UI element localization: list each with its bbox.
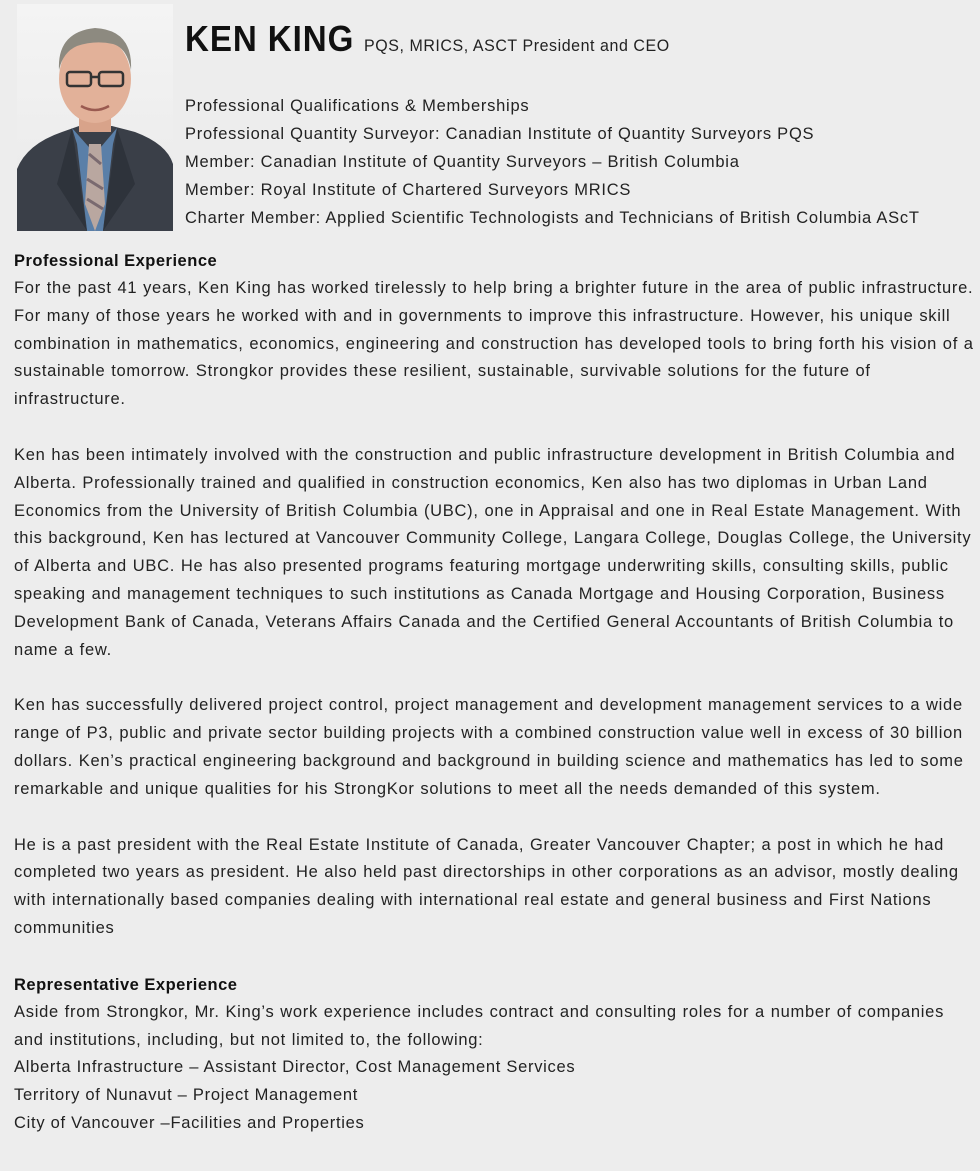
qualifications-heading: Professional Qualifications & Memberships bbox=[185, 97, 530, 115]
representative-item: Alberta Infrastructure – Assistant Director, Cost Management Services bbox=[14, 1058, 576, 1077]
experience-paragraph: Ken has been intimately involved with the construction and public infrastructure development in British Columbia and Alberta. Professionally trained and qualified in construction economics, Ken also has two diplomas in Urban Land Economics from the University of British Columbia (UBC), one in Appraisal and one in Real Estate Management. With this background, Ken has lectured at Vancouver Community College, Langara College, Douglas College, the University of Alberta and UBC. He has also presented programs featuring mortgage underwriting skills, consulting skills, public speaking and management techniques to such institutions as Canada Mortgage and Housing Corporation, Business Development Bank of Canada, Veterans Affairs Canada and the Certified General Accountants of British Columbia to name a few. bbox=[14, 445, 972, 659]
experience-paragraph: For the past 41 years, Ken King has worked tirelessly to help bring a brighter future in the area of public infrastructure. For many of those years he worked with and in governments to improve this infrastructure. However, his unique skill combination in mathematics, economics, engineering and construction has developed tools to bring forth his vision of a sustainable tomorrow. Strongkor provides these resilient, sustainable, survivable solutions for the future of infrastructure. bbox=[14, 279, 974, 409]
qualification-item: Member: Royal Institute of Chartered Surveyors MRICS bbox=[185, 181, 632, 199]
representative-experience-heading: Representative Experience bbox=[14, 975, 238, 994]
representative-item: Territory of Nunavut – Project Management bbox=[14, 1086, 359, 1105]
name-row bbox=[185, 18, 980, 62]
qualification-item: Member: Canadian Institute of Quantity Surveyors – British Columbia bbox=[185, 153, 740, 171]
professional-experience-heading: Professional Experience bbox=[14, 252, 218, 270]
experience-paragraph: Ken has successfully delivered project control, project management and development management services to a wide range of P3, public and private sector building projects with a combined construction value well in excess of 30 billion dollars. Ken’s practical engineering background and background in building science and mathematics has led to some remarkable and unique qualities for his StrongKor solutions to meet all the needs demanded of this system. bbox=[14, 696, 964, 798]
profile-photo bbox=[17, 4, 173, 231]
profile-header bbox=[185, 18, 980, 232]
qualification-item: Professional Quantity Surveyor: Canadian Institute of Quantity Surveyors PQS bbox=[185, 125, 815, 143]
person-credentials: PQS, MRICS, ASCT President and CEO bbox=[363, 36, 670, 55]
representative-intro: Aside from Strongkor, Mr. King’s work experience includes contract and consulting roles for a number of companies and institutions, including, but not limited to, the following: bbox=[14, 1002, 945, 1049]
qualifications-list bbox=[185, 92, 980, 232]
qualification-item: Charter Member: Applied Scientific Technologists and Technicians of British Columbia AScT bbox=[185, 209, 920, 227]
portrait-image bbox=[17, 4, 173, 231]
bio-content bbox=[14, 247, 974, 1138]
representative-item: City of Vancouver –Facilities and Properties bbox=[14, 1113, 365, 1132]
person-name: KEN KING bbox=[185, 18, 355, 59]
experience-paragraph: He is a past president with the Real Estate Institute of Canada, Greater Vancouver Chapter; a post in which he had completed two years as president. He also held past directorships in other corporations as an advisor, mostly dealing with internationally based companies dealing with international real estate and general business and First Nations communities bbox=[14, 835, 959, 937]
